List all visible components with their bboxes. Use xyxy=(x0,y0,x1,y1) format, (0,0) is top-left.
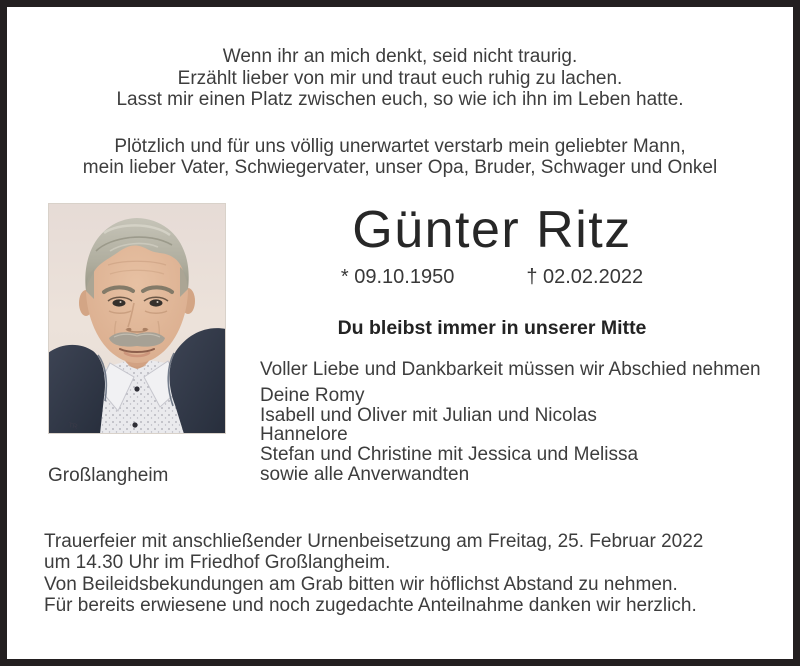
portrait-photo xyxy=(48,203,226,434)
mourners-list xyxy=(260,386,638,485)
deceased-name: Günter Ritz xyxy=(352,201,632,259)
mourner-line: Stefan und Christine mit Jessica und Melissa xyxy=(260,444,639,466)
funeral-info-line: Trauerfeier mit anschließender Urnenbeisetzung am Freitag, 25. Februar 2022 xyxy=(44,531,704,552)
mourner-line: sowie alle Anverwandten xyxy=(260,463,470,485)
life-dates xyxy=(232,266,752,289)
funeral-info-line: Für bereits erwiesene und noch zugedachte Anteilnahme danken wir herzlich. xyxy=(44,594,697,616)
mourner-line: Deine Romy xyxy=(260,385,365,406)
announcement-line: Plötzlich und für uns völlig unerwartet verstarb mein geliebter Mann, xyxy=(114,136,686,157)
funeral-info-line: Von Beileidsbekundungen am Grab bitten wir höflichst Abstand zu nehmen. xyxy=(44,573,678,595)
mourner-line: Hannelore xyxy=(260,424,348,446)
shirt-logo-text: TR xyxy=(67,422,79,431)
announcement xyxy=(7,136,793,178)
epigraph-line: Erzählt lieber von mir und traut euch ruhig zu lachen. xyxy=(177,67,623,89)
funeral-info xyxy=(44,531,703,616)
birth-date: * 09.10.1950 xyxy=(340,266,455,288)
place-name: Großlangheim xyxy=(48,465,169,486)
funeral-info-line: um 14.30 Uhr im Friedhof Großlangheim. xyxy=(44,552,391,574)
mourner-line: Isabell und Oliver mit Julian und Nicolas xyxy=(260,404,597,426)
motto: Du bleibst immer in unserer Mitte xyxy=(337,317,647,339)
epigraph-line: Wenn ihr an mich denkt, seid nicht traurig. xyxy=(222,46,578,67)
farewell-line: Voller Liebe und Dankbarkeit müssen wir Abschied nehmen xyxy=(260,359,761,380)
epigraph-line: Lasst mir einen Platz zwischen euch, so wie ich ihn im Leben hatte. xyxy=(116,89,684,110)
portrait-illustration xyxy=(48,203,226,434)
epigraph xyxy=(7,46,793,111)
death-date: † 02.02.2022 xyxy=(526,266,644,288)
announcement-line: mein lieber Vater, Schwiegervater, unser Opa, Bruder, Schwager und Onkel xyxy=(82,157,718,178)
